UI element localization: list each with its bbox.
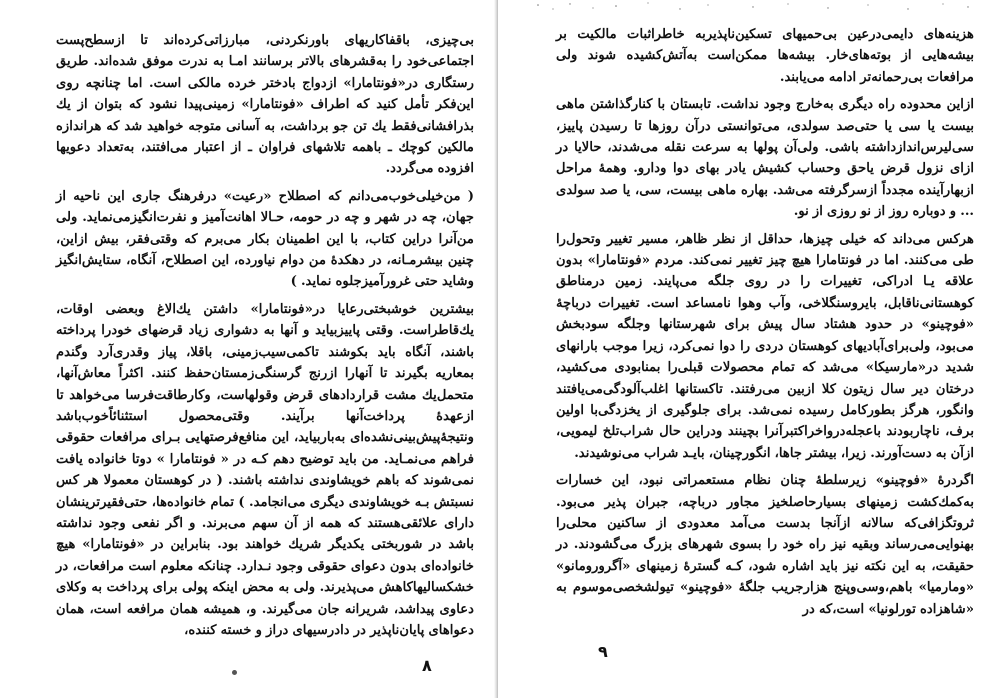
right-paragraph-1: هزینه‌های دایمی‌درعین بی‌حمیهای تسکین‌ناپذیربه خاطراثبات مالکیت بر بیشه‌هایی از بوته‌های‌خار. بیشه‌ها ممکن‌است به‌آتش‌کشیده شوند ولی مرافعات بی‌رحمانه‌تر ادامه می‌یابند. — [556, 27, 974, 85]
right-paragraph-4: اگردرهٔ «فوچینو» زیرسلطهٔ چنان نظام مستعمراتی نبود، این خسارات به‌کمك‌کشت زمینهای بسیار‌حاصلخیز مجاور درباچه، جبران پذیر می‌بود. ثروتگزافی‌که سالانه ازآنجا بدست می‌آمد معدودی از ساکنین محلی‌را بهنوایی‌می‌رساند وبقیه نیز راه خود را بسوی شهرهای بزرگ می‌گشودند. در حقیقت، به این نکته نیز باید اشاره شود، کـه گسترهٔ زمینهای «آگرورومانو» «ومارمیا» باهم،وسی‌وپنج هزارجریب جلگهٔ «فوچینو» تیولشخصی‌موسوم به «شاهزاده تورلونیا» است،که در — [556, 473, 974, 617]
left-paragraph-1: بی‌چیزی، باقفاکاریهای باورنکردنی، مبارزاتی‌کرده‌اند تا ازسطح‌پست اجتماعی‌خود را به‌قشرهای بالاتر برسانند امـا به ندرت موفق شده‌اند. طریق رستگاری در«فونتامارا» ازدواج بادختر خرده مالکی است. اما چنانچه روی این‌فکر تأمل کنید که اطراف «فونتامارا» زمینی‌پیدا نشود که بتوان از یك بذرافشانی‌فقط یك تن جو برداشت، به آسانی متوجه خواهید شد که هر‌اندازه مالکین کوچك ـ باهمه تلاشهای فراوان ـ از اعتبار می‌افتند، به‌تعداد دعویها افزوده می‌گردد. — [56, 33, 474, 177]
left-page-number: ۸ — [422, 656, 432, 675]
right-paragraph-2: ازاین محدوده راه دیگری به‌خارج وجود نداشت. تابستان با کنار‌گذاشتن ماهی بیست یا سی یا حتی‌صد سولدی، می‌توانستی درآن روزها تا رسیدن پاییز، سی‌لیرس‌انداز‌داشته باشی. ولی‌آن پولها به سرعت نقله می‌شدند، حالایا در ازای نزول قرض یاحق وحساب کشیش یادر بهای دوا ودارو. وهمهٔ مراحل ازبهارآینده مجدداً ازسرگرفته می‌شد. بهاره ماهی بیست، سی، یا صد سولدی ... و دوباره روز از نو روزی از نو. — [556, 97, 974, 220]
right-paragraph-3: هرکس می‌داند که خیلی چیزها، حداقل از نظر ظاهر، مسیر تغییر وتحول‌را طی می‌کنند. اما در فونتامارا هیچ چیز تغییر نمی‌کند. مردم «فونتامارا» بدون علاقه یـا ادراکی، تغییرات را در روی جلگه می‌پایند. زمین درمناطق کوهستانی‌ناقابل، بایرو‌سنگلاخی، وآب وهوا نامساعد است. تغییرات درباچهٔ «فوچینو» در حدود هشتاد سال پیش برای شهرستانها وجلگه سودبخش می‌بود، ولی‌برای‌آبادیهای کوهستان دردی را دوا نمی‌کرد، زیرا موجب بارانهای شدید در«مارسیکا» می‌شد که تمام محصولات قبلی‌را بمنابودی می‌کشید، درختان دیر سال زیتون کلا ازبین می‌رفتند. تاکستانها اغلب‌آلودگی‌می‌یافتند وانگور، هرگز بطورکامل رسیده نمی‌شد. برای جلوگیری از یخزدگی‌با اولین برف، ناچاربودند باعجله‌درواخرا‌کتبر‌آنرا بچینند ودراین حال شراب‌تلخ‌ لیمویی، ازآن به دست‌آورند. زیرا، بیشتر جاها، انگور‌چینان، بایـد شراب می‌نوشیدند. — [556, 231, 974, 461]
left-paragraph-3: بیشترین خوشبختی‌رعایا در«فونتامارا» داشتن یك‌الاغ وبعضی اوقات، یك‌قاطراست. وقتی پاییز‌بیاید و آنها به دشواری زیاد قرضهای خودرا پرداخته باشند، آنگاه باید بکوشند تاکمی‌سیب‌زمینی، باقلا، پیاز وقدری‌آرد وگندم بمعاریه بگیرند تا آنهارا ازرنج گرسنگی‌زمستان‌حفظ کنند. اکثراً معاش‌آنها، متحمل‌یك مشت قرار‌دادهای قرض وقولهاست، وکارطاقت‌فرسا می‌خواهد تا ازعهدهٔ پرداخت‌آنها برآیند. وقتی‌محصول استثنائاً‌خوب‌باشد ونتیجهٔ‌پیش‌بینی‌نشده‌ای به‌بار‌بیاید، این منافع‌فرصتهایی بـرای مرافعات حقوقی فراهم می‌نمـاید. من باید توضیح دهم کـه در « فونتامارا » دوتا خانواده یافت نمی‌شوند که باهم خویشاوندی نداشته باشند. ( در کوهستان معمولا هر کس نسبتش بـه خویشاوندی دیگری می‌انجامد. ) تمام خانواده‌ها، حتی‌فقیرترینشان دارای علائقی‌هستند که همه از آن سهم می‌برند. و اگر نفعی وجود نداشته باشد در شوربختی یکدیگر شریك خواهند بود. بنابراین در «فونتامارا» هیچ خانواده‌ای بدون دعوای حقوقی وجود نـدارد. چنانکه معلوم است مرافعات، در خشکسالیها‌کاهش می‌پذیرند. ولی به محض اینکه پولی برای پرداخت به وکلای دعاوی پیداشد، شریرانه جان می‌گیرند. و، همیشه همان مرافعه است، همان دعواهای پایان‌ناپذیر در دادرسیهای دراز و خسته کننده، — [56, 301, 474, 638]
right-page-text — [556, 24, 974, 620]
right-page — [498, 0, 995, 698]
scan-noise — [498, 0, 995, 14]
left-paragraph-2: ( من‌خیلی‌خوب‌می‌دانم که اصطلاح «رعیت» درفرهنگ جاری این ناحیه از جهان، چه در شهر و چه در حومه، حـالا اهانت‌آمیز و نفرت‌انگیز‌می‌نماید. ولی من‌آنرا دراین کتاب، با این اطمینان بکار می‌برم که وقتی‌فقر، بیش ازاین، چنین بیشرمـانه، در دهکدهٔ من دوام نیاورده، این اصطلاح، آنگاه، ستایش‌انگیز وشاید حتی غرورآمیزجلوه نماید. ) — [56, 188, 474, 290]
left-page-text — [56, 30, 474, 641]
left-page — [0, 0, 497, 698]
scan-speck — [232, 670, 237, 675]
right-page-number: ۹ — [598, 642, 608, 661]
